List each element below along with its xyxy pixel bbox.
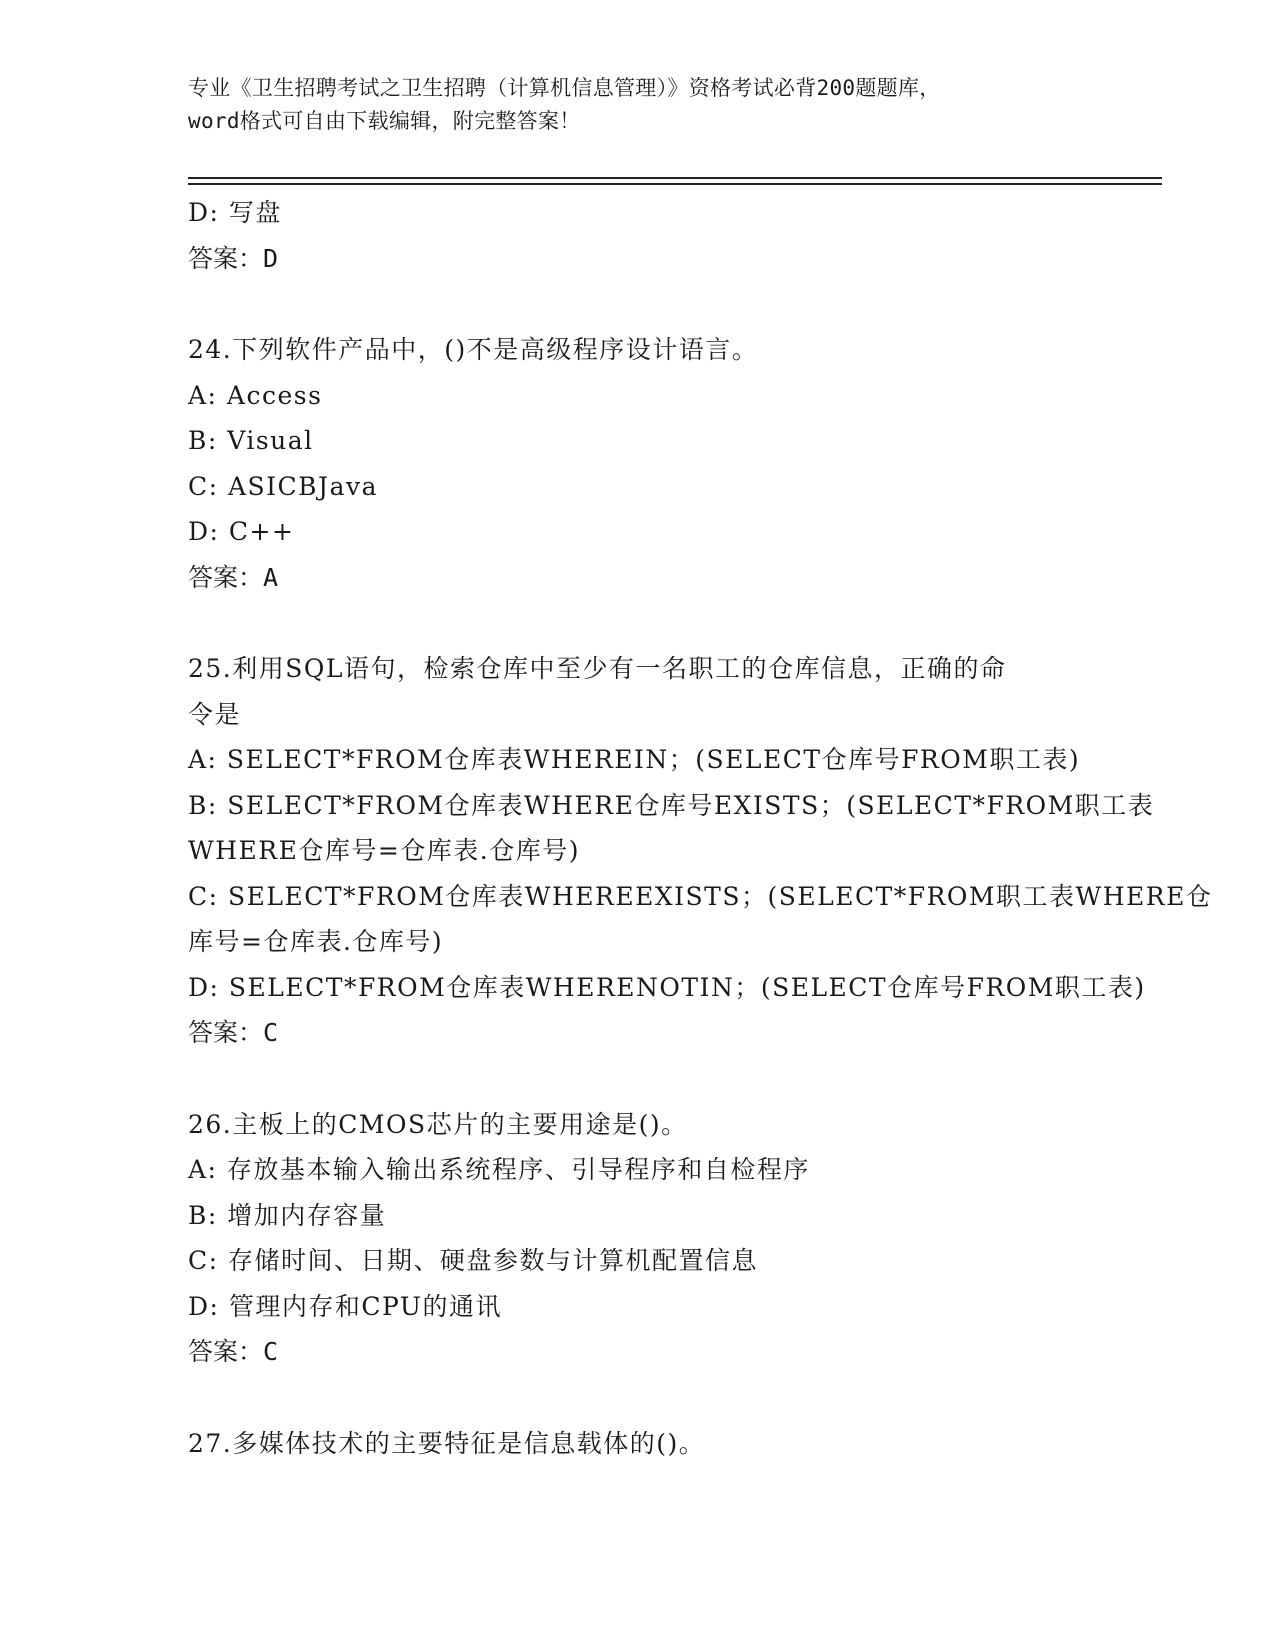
answer: 答案：A (188, 562, 279, 592)
option-c: C: ASICBJava (188, 471, 379, 501)
header-line-1: 专业《卫生招聘考试之卫生招聘（计算机信息管理）》资格考试必背200题题库， (188, 76, 941, 100)
option-a: A: SELECT*FROM仓库表WHEREIN；(SELECT仓库号FROM职工表) (188, 745, 1081, 774)
option-b: B: Visual (188, 426, 314, 455)
question-list (188, 190, 1213, 1466)
question-26 (188, 1102, 1088, 1375)
question-24 (188, 327, 1088, 600)
option-d: D: 管理内存和CPU的通讯 (188, 1291, 502, 1321)
question-stem-line-1: 25.利用SQL语句，检索仓库中至少有一名职工的仓库信息，正确的命 (188, 654, 1007, 683)
answer: 答案：C (188, 1018, 279, 1047)
header-divider-bottom (188, 183, 1162, 185)
prev-option-d: D: 写盘 (188, 198, 282, 227)
question-stem: 27.多媒体技术的主要特征是信息载体的()。 (188, 1428, 706, 1458)
header-line-2: word格式可自由下载编辑，附完整答案！ (188, 109, 581, 133)
option-a: A: 存放基本输入输出系统程序、引导程序和自检程序 (188, 1155, 810, 1184)
header-divider-top (188, 177, 1162, 179)
option-a: A: Access (188, 380, 323, 410)
option-b: B: 增加内存容量 (188, 1200, 387, 1230)
question-stem-line-2: 令是 (188, 699, 242, 729)
question-stem: 24.下列软件产品中，()不是高级程序设计语言。 (188, 335, 759, 364)
prev-answer: 答案：D (188, 243, 279, 273)
option-c: C: SELECT*FROM仓库表WHEREEXISTS；(SELECT*FROM职工表WHERE仓 (188, 881, 1213, 911)
option-c: C: 存储时间、日期、硬盘参数与计算机配置信息 (188, 1246, 758, 1275)
option-c-continued: 库号=仓库表.仓库号) (188, 927, 444, 956)
option-d: D: C++ (188, 517, 295, 546)
question-27 (188, 1421, 1088, 1467)
question-stem: 26.主板上的CMOS芯片的主要用途是()。 (188, 1109, 688, 1139)
answer: 答案：C (188, 1337, 279, 1366)
question-25 (188, 646, 1213, 1056)
option-b-continued: WHERE仓库号=仓库表.仓库号) (188, 836, 580, 865)
option-b: B: SELECT*FROM仓库表WHERE仓库号EXISTS；(SELECT*FROM职工表 (188, 790, 1155, 820)
document-header (188, 72, 1088, 138)
option-d: D: SELECT*FROM仓库表WHERENOTIN；(SELECT仓库号FROM职工表) (188, 972, 1146, 1002)
